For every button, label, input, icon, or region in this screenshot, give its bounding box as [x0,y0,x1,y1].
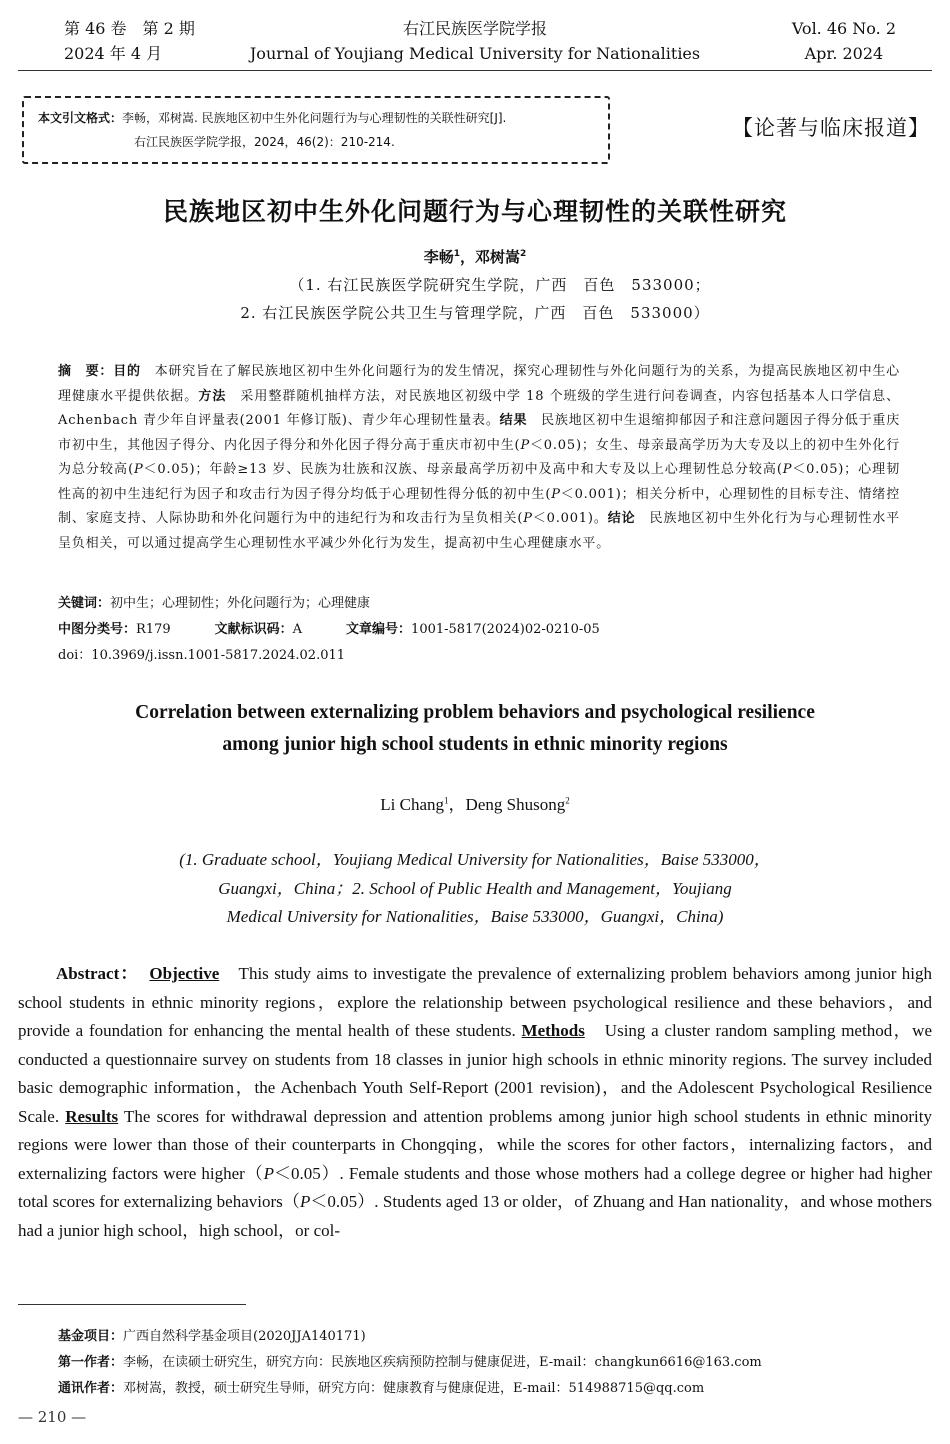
volume-issue-en: Vol. 46 No. 2 [791,19,896,38]
p-symbol: P [551,486,561,502]
author-2-cn: 邓树嵩 [475,248,521,266]
results-en-label: Results [65,1106,119,1126]
results-text: ＜0.05)；女生、母亲最高学历为大专及以上的初中生外化行为总分较高( [58,437,900,477]
abstract-en [18,960,932,1245]
p-symbol: P [782,462,793,477]
methods-en-label: Methods [521,1021,585,1040]
citation-line-2: 右江民族医学院学报，2024，46(2)：210-214. [134,135,395,149]
corresponding-author-note [58,1376,932,1402]
corresponding-label: 通讯作者： [58,1381,124,1396]
p-symbol: P [133,462,144,477]
classification-line [58,620,600,640]
results-en-text: ＜0.05）. Female students and those whose mothers had a college degree or higher had higher total scores for externalizing behaviors（ [18,1163,932,1211]
conclusion-label: 结论 [607,511,636,526]
doc-code-value: A [292,622,303,637]
conclusion-text: 民族地区初中生外化行为与心理韧性水平呈负相关，可以通过提高学生心理韧性水平减少外化行为发生，提高初中生心理健康水平。 [58,511,900,551]
results-text: 民族地区初中生退缩抑郁因子和注意问题因子得分低于重庆市初中生，其他因子得分、内化因子得分和外化因子得分高于重庆市初中生( [58,413,901,453]
page-number: — 210 — [18,1408,87,1426]
p-symbol-en: P [263,1163,274,1183]
author-1-en-sup: 1 [444,795,449,806]
clc-value: R179 [136,622,171,637]
journal-name-en: Journal of Youjiang Medical University for Nationalities [249,44,701,63]
title-cn: 民族地区初中生外化问题行为与心理韧性的关联性研究 [162,197,787,226]
authors-en [0,790,950,815]
doc-code-label: 文献标识码： [214,622,293,637]
abstract-label: 摘 要： [58,364,114,379]
results-text: ＜0.001)；相关分析中，心理韧性的目标专注、情绪控制、家庭支持、人际协助和外化问题行为中的违纪行为和攻击行为呈负相关( [58,486,901,526]
methods-label: 方法 [198,388,227,404]
affiliation-en-3: Medical University for Nationalities，Baise 533000，Guangxi，China) [226,907,724,926]
affiliation-en [0,846,950,932]
header-rule [18,70,932,71]
p-symbol-en: P [299,1192,311,1211]
funding-label: 基金项目： [58,1329,124,1344]
doi[interactable]: doi：10.3969/j.issn.1001-5817.2024.02.011 [58,648,346,663]
authors-cn [0,246,950,267]
keywords-cn [58,594,370,614]
keywords-value: 初中生；心理韧性；外化问题行为；心理健康 [110,596,371,611]
volume-issue: 第 46 卷 第 2 期 [64,19,195,38]
author-2-en-sup: 2 [565,795,570,806]
results-text: ＜0.05)；心理韧性高的初中生违纪行为因子和攻击行为因子得分均低于心理韧性得分低的初中生( [58,462,900,502]
results-en-text: The scores for withdrawal depression and attention problems among junior high school students in ethnic minority regions were lower than those of their counterparts in Chongqing，while the scores for other factors，internalizing factors，and externalizing factors were higher（ [18,1106,932,1183]
objective-label: 目的 [113,364,141,379]
citation-label: 本文引文格式： [38,111,123,125]
citation-line-1 [38,108,506,129]
issue-date: 2024 年 4 月 [64,44,163,63]
abstract-en-label: Abstract： [56,964,139,983]
objective-text: 本研究旨在了解民族地区初中生外化问题行为的发生情况，探究心理韧性与外化问题行为的关系，为提高民族地区初中生心理健康水平提供依据。 [58,364,900,404]
funding-note [58,1324,932,1350]
footnote-rule [18,1304,246,1305]
results-en-text: ＜0.05）. Students aged 13 or older，of Zhuang and Han nationality，and whose mothers had a junior high school，high school，or col- [18,1192,932,1240]
issue-info-en [792,16,896,66]
methods-text: 采用整群随机抽样方法，对民族地区初级中学 18 个班级的学生进行问卷调查，内容包括基本人口学信息、Achenbach 青少年自评量表(2001 年修订版)、青少年心理韧性量表。 [58,388,900,428]
author-1-sup: 1 [453,249,460,259]
running-header [18,12,932,70]
p-symbol: P [523,511,533,526]
journal-name-cn: 右江民族医学院学报 [402,19,547,38]
citation-text-1: 李畅，邓树嵩. 民族地区初中生外化问题行为与心理韧性的关联性研究[J]. [122,111,507,125]
section-tag: 【论著与临床报道】 [732,116,930,140]
citation-box [22,96,610,164]
author-1-cn: 李畅 [423,248,454,266]
clc-label: 中图分类号： [58,622,137,637]
objective-en-label: Objective [149,964,220,983]
author-sep: ， [459,248,475,266]
article-no-value: 1001-5817(2024)02-0210-05 [411,622,600,637]
article-no-label: 文章编号： [346,622,412,637]
keywords-label: 关键词： [58,596,111,611]
title-en-line-2: among junior high school students in ethnic minority regions [222,734,728,755]
footnotes [58,1324,932,1402]
affiliation-en-1: (1. Graduate school，Youjiang Medical University for Nationalities，Baise 533000， [179,850,771,869]
first-author-note [58,1350,932,1376]
author-en-sep: ， [448,795,466,814]
author-2-sup: 2 [520,249,527,259]
funding-value: 广西自然科学基金项目(2020JJA140171) [123,1329,366,1344]
first-author-value: 李畅，在读硕士研究生，研究方向：民族地区疾病预防控制与健康促进，E-mail：changkun6616@163.com [123,1355,762,1370]
objective-en-text: This study aims to investigate the prevalence of externalizing problem behaviors among junior high school students in ethnic minority regions，explore the relationship between psychological resilience and these behaviors，and provide a foundation for enhancing the mental health of these students. [18,964,932,1040]
title-en-line-1: Correlation between externalizing problem behaviors and psychological resilience [135,702,815,723]
affiliation-en-2: Guangxi，China；2. School of Public Health and Management，Youjiang [218,878,732,898]
first-author-label: 第一作者： [58,1355,124,1370]
issue-date-en: Apr. 2024 [804,44,884,63]
p-symbol: P [520,437,530,453]
abstract-cn [58,360,900,556]
title-en [0,697,950,761]
author-2-en: Deng Shusong [465,795,566,814]
methods-en-text: Using a cluster random sampling method，we conducted a questionnaire survey on students from 18 classes in junior high schools in ethnic minority regions. The survey included basic demographic information，the Achenbach Youth Self-Report (2001 revision)，and the Adolescent Psychological Resilience Scale. [18,1021,932,1126]
results-text: ＜0.05)；年龄≥13 岁、民族为壮族和汉族、母亲最高学历初中及高中和大专及以上心理韧性总分较高( [143,462,783,477]
author-1-en: Li Chang [380,795,445,814]
affiliation-cn-1: （1. 右江民族医学院研究生学院，广西 百色 533000； [289,276,711,294]
results-text: ＜0.001)。 [532,511,608,526]
results-label: 结果 [499,413,528,428]
affiliation-cn-2: 2. 右江民族医学院公共卫生与管理学院，广西 百色 533000） [240,304,710,322]
corresponding-value: 邓树嵩，教授，硕士研究生导师，研究方向：健康教育与健康促进，E-mail：514988715@qq.com [123,1381,705,1396]
